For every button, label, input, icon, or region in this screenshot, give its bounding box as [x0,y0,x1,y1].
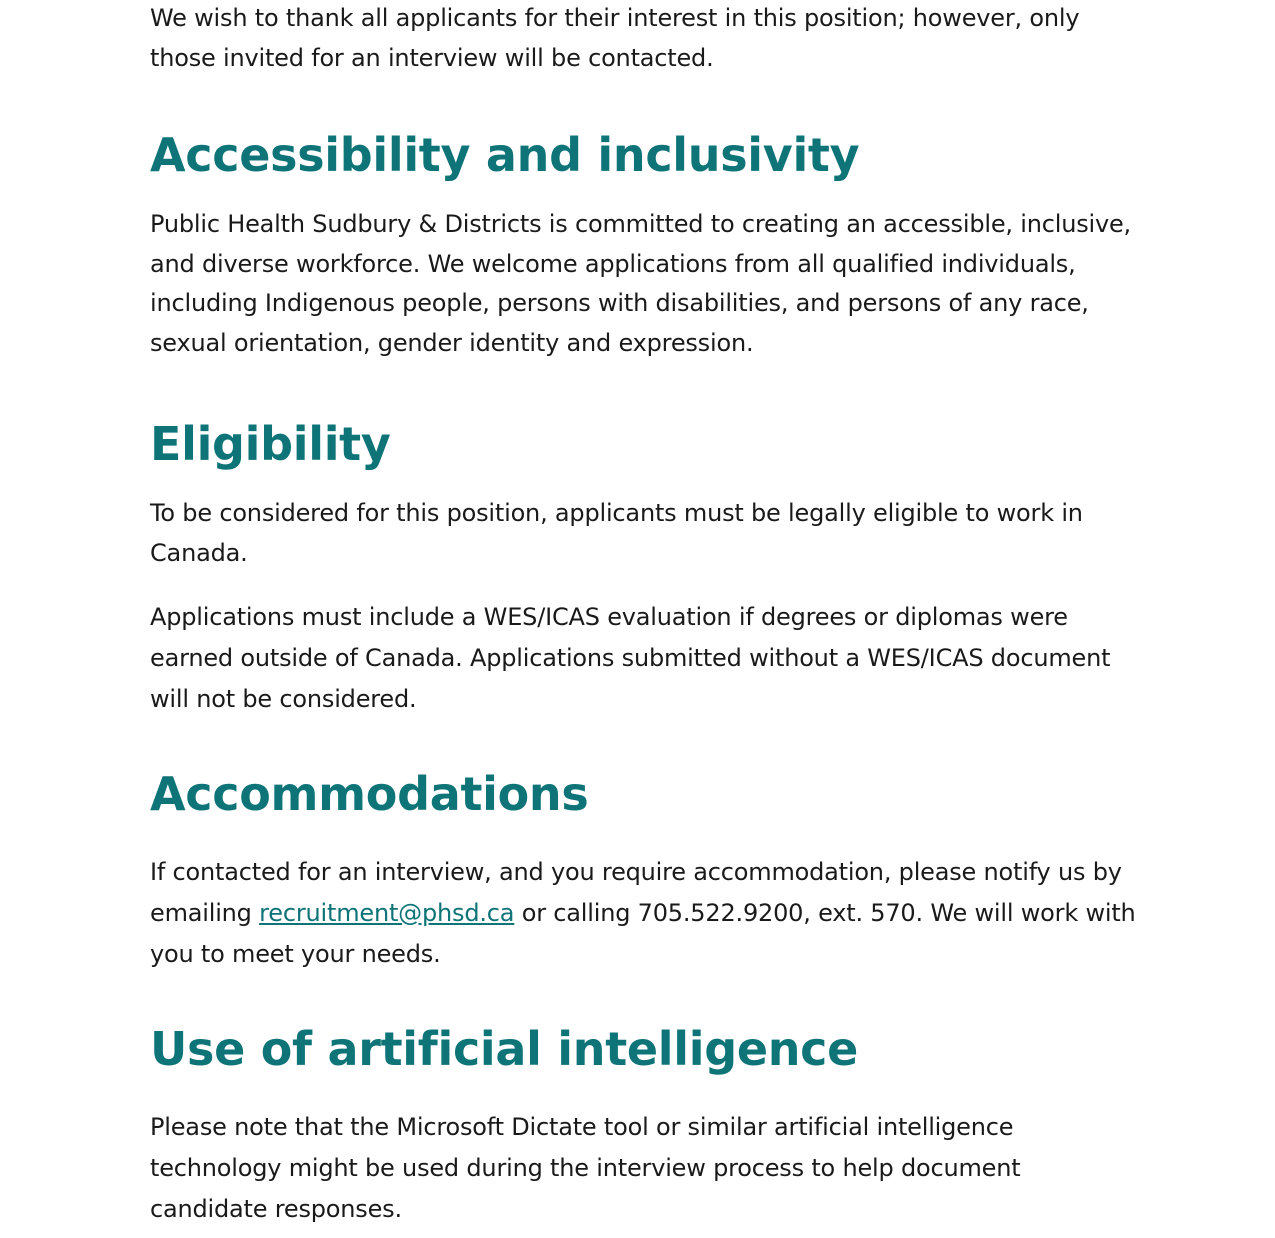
intro-paragraph: We wish to thank all applicants for their interest in this position; however, only those invited for an interview will be contacted. [150,4,1080,72]
eligibility-paragraph-1: To be considered for this position, applicants must be legally eligible to work in Canada. [150,499,1083,567]
accessibility-heading: Accessibility and inclusivity [150,128,860,182]
accommodations-paragraph [150,852,1140,975]
accommodations-text-before: If contacted for an interview, and you require accommodation, please notify us by emailing [150,858,1122,927]
recruitment-email-link[interactable]: recruitment@phsd.ca [259,899,515,927]
eligibility-heading: Eligibility [150,417,391,471]
ai-heading: Use of artificial intelligence [150,1022,859,1076]
accommodations-text-after: or calling 705.522.9200, ext. 570. We will work with you to meet your needs. [150,899,1136,968]
eligibility-paragraph-2: Applications must include a WES/ICAS evaluation if degrees or diplomas were earned outside of Canada. Applications submitted without a WES/ICAS document will not be considered. [150,603,1111,713]
accommodations-heading: Accommodations [150,767,589,821]
ai-paragraph: Please note that the Microsoft Dictate tool or similar artificial intelligence technology might be used during the interview process to help document candidate responses. [150,1113,1021,1223]
accessibility-paragraph: Public Health Sudbury & Districts is committed to creating an accessible, inclusive, and diverse workforce. We welcome applications from all qualified individuals, including Indigenous people, persons with disabilities, and persons of any race, sexual orientation, gender identity and expression. [150,210,1131,357]
